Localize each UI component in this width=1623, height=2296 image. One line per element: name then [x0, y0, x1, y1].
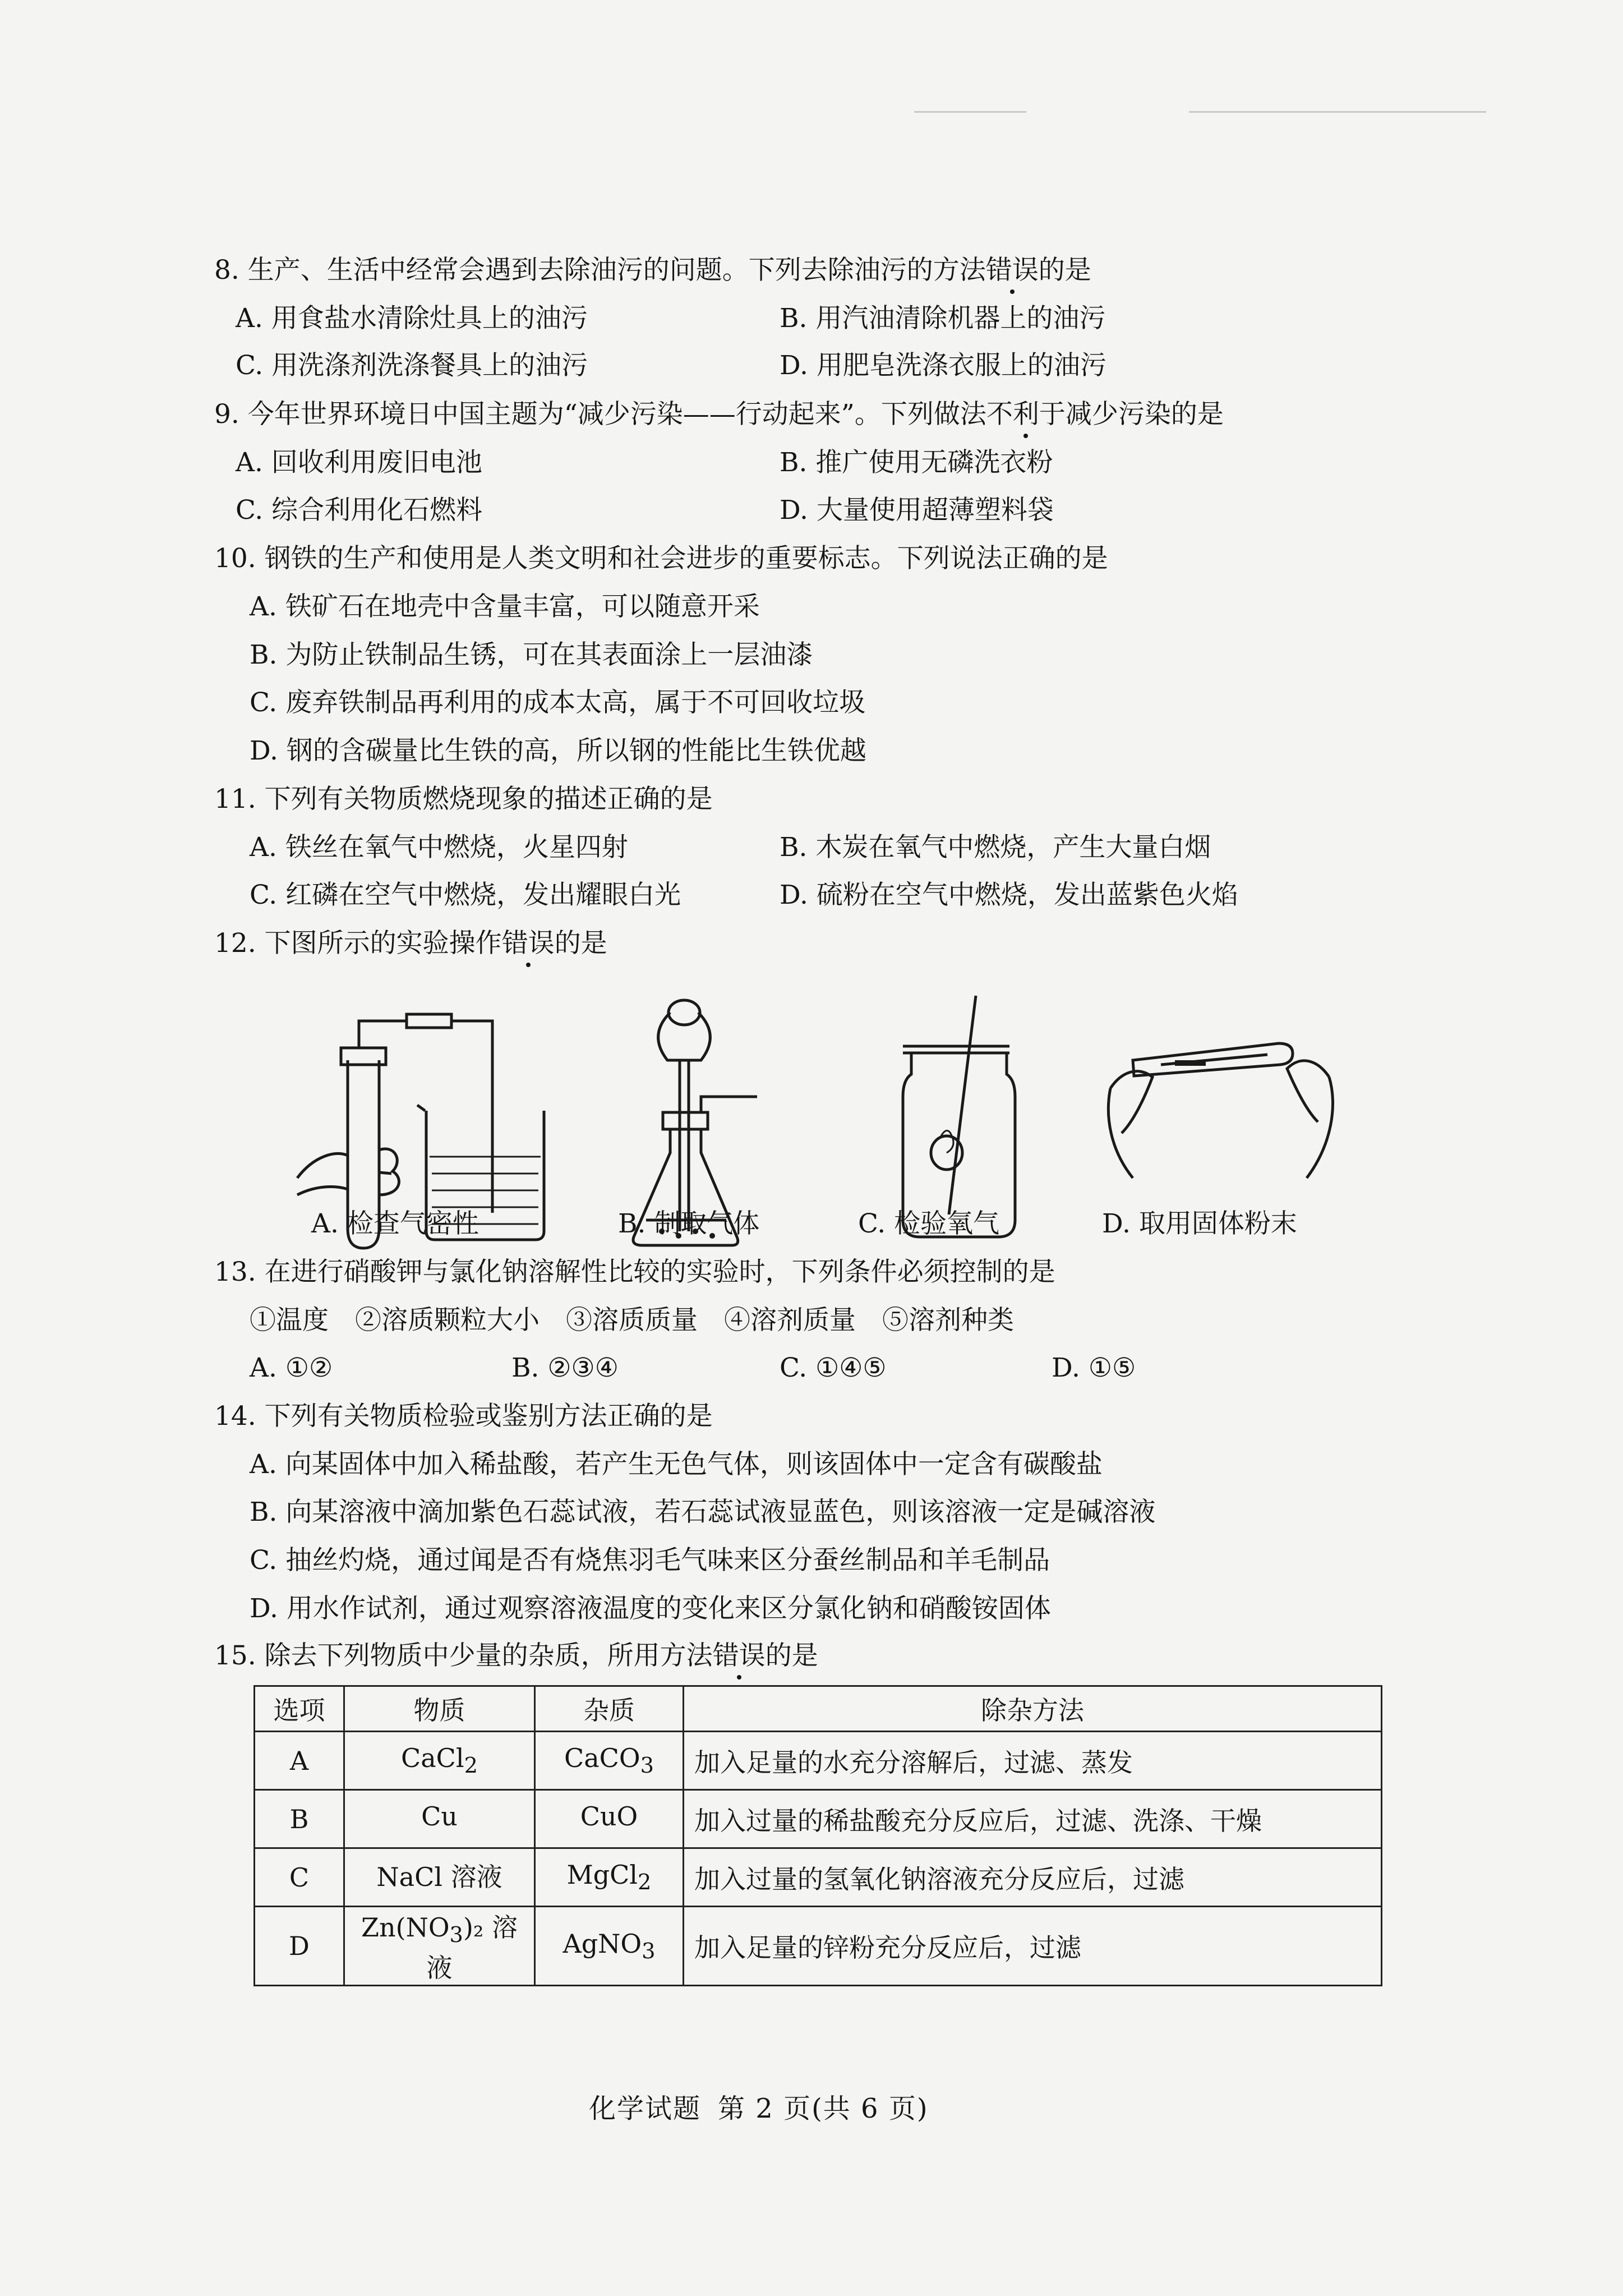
q11-option-c: C. 红磷在空气中燃烧，发出耀眼白光: [250, 880, 681, 910]
q15-header-substance: 物质: [344, 1686, 535, 1732]
q13-conditions: ①温度 ②溶质颗粒大小 ③溶质质量 ④溶剂质量 ⑤溶剂种类: [250, 1305, 1014, 1336]
q9-option-c: C. 综合利用化石燃料: [236, 495, 483, 526]
q8-stem-end: 的是: [1038, 255, 1091, 286]
q9-stem-end: 减少污染的是: [1065, 399, 1224, 430]
q15-cell-option: B: [255, 1790, 344, 1848]
q15-cell-method: 加入足量的锌粉充分反应后，过滤: [684, 1907, 1382, 1986]
q10-option-b: B. 为防止铁制品生锈，可在其表面涂上一层油漆: [250, 639, 813, 670]
q9-stem-text: 9. 今年世界环境日中国主题为“减少污染——行动起来”。下列做法: [214, 399, 986, 430]
footer-subject: 化学试题: [589, 2093, 702, 2124]
impurity-formula: CaCO: [564, 1742, 640, 1773]
substance-formula: Cu: [421, 1801, 458, 1832]
q13-option-d: D. ①⑤: [1052, 1352, 1136, 1383]
q15-cell-substance: [344, 1907, 535, 1986]
q14-option-c: C. 抽丝灼烧，通过闻是否有烧焦羽毛气味来区分蚕丝制品和羊毛制品: [250, 1545, 1050, 1576]
figure-b-caption: B. 制取气体: [618, 1208, 760, 1239]
impurity-subscript: 3: [642, 1938, 656, 1964]
substance-formula: Zn(NO: [361, 1912, 450, 1943]
q11-stem: 11. 下列有关物质燃烧现象的描述正确的是: [214, 784, 713, 815]
q15-header-method: 除杂方法: [684, 1686, 1382, 1732]
q9-stem-emphasis: 不利于: [986, 398, 1066, 431]
q15-cell-impurity: [535, 1732, 684, 1790]
figure-c-caption: C. 检验氧气: [858, 1208, 1000, 1239]
impurity-formula: MgCl: [566, 1859, 638, 1890]
q12-stem-text: 12. 下图所示的实验操作: [214, 928, 502, 959]
q11-option-b: B. 木炭在氧气中燃烧，产生大量白烟: [780, 832, 1211, 863]
impurity-subscript: 3: [640, 1753, 654, 1779]
figure-solid-powder: [1099, 1021, 1340, 1206]
q14-stem: 14. 下列有关物质检验或鉴别方法正确的是: [214, 1401, 713, 1432]
q8-stem-emphasis: 错误: [986, 254, 1039, 287]
q15-stem: [214, 1639, 818, 1673]
impurity-subscript: 2: [638, 1870, 652, 1895]
q8-option-c: C. 用洗涤剂洗涤餐具上的油污: [236, 350, 588, 381]
q8-option-d: D. 用肥皂洗涤衣服上的油污: [780, 350, 1106, 381]
page-footer: [589, 2087, 946, 2125]
q15-cell-method: 加入过量的稀盐酸充分反应后，过滤、洗涤、干燥: [684, 1790, 1382, 1848]
q15-cell-option: D: [255, 1907, 344, 1986]
substance-formula: NaCl 溶液: [376, 1862, 502, 1893]
q13-stem: 13. 在进行硝酸钾与氯化钠溶解性比较的实验时，下列条件必须控制的是: [214, 1257, 1055, 1287]
impurity-formula: CuO: [580, 1801, 638, 1832]
q10-stem: 10. 钢铁的生产和使用是人类文明和社会进步的重要标志。下列说法正确的是: [214, 543, 1108, 574]
q15-cell-option: C: [255, 1848, 344, 1907]
q15-cell-substance: [344, 1732, 535, 1790]
q15-header-impurity: 杂质: [535, 1686, 684, 1732]
q9-option-d: D. 大量使用超薄塑料袋: [780, 495, 1054, 526]
q8-option-b: B. 用汽油清除机器上的油污: [780, 303, 1106, 334]
q15-stem-end: 的是: [765, 1640, 818, 1671]
q13-option-b: B. ②③④: [511, 1352, 619, 1383]
table-row: [255, 1790, 1382, 1848]
q8-stem-text: 8. 生产、生活中经常会遇到去除油污的问题。下列去除油污的方法: [214, 255, 986, 286]
substance-formula: CaCl: [401, 1742, 464, 1773]
q12-stem: [214, 927, 607, 960]
q14-option-d: D. 用水作试剂，通过观察溶液温度的变化来区分氯化钠和硝酸铵固体: [250, 1593, 1051, 1624]
scan-artifact-line: [1189, 111, 1486, 113]
q9-option-b: B. 推广使用无磷洗衣粉: [780, 447, 1053, 478]
q15-stem-text: 15. 除去下列物质中少量的杂质，所用方法: [214, 1640, 713, 1671]
q11-option-d: D. 硫粉在空气中燃烧，发出蓝紫色火焰: [780, 880, 1238, 910]
table-row: [255, 1848, 1382, 1907]
substance-subscript: 3: [449, 1922, 463, 1948]
q15-table-header-row: [255, 1686, 1382, 1732]
q15-cell-impurity: [535, 1790, 684, 1848]
q15-cell-method: 加入足量的水充分溶解后，过滤、蒸发: [684, 1732, 1382, 1790]
q12-stem-emphasis: 错误: [502, 927, 555, 960]
figure-d-caption: D. 取用固体粉末: [1102, 1208, 1297, 1239]
q15-cell-method: 加入过量的氢氧化钠溶液充分反应后，过滤: [684, 1848, 1382, 1907]
q15-cell-substance: [344, 1790, 535, 1848]
q12-stem-end: 的是: [554, 928, 607, 959]
q10-option-a: A. 铁矿石在地壳中含量丰富，可以随意开采: [250, 591, 760, 622]
q13-option-c: C. ①④⑤: [780, 1352, 887, 1383]
table-row: [255, 1907, 1382, 1986]
impurity-formula: AgNO: [562, 1928, 642, 1959]
q14-option-a: A. 向某固体中加入稀盐酸，若产生无色气体，则该固体中一定含有碳酸盐: [250, 1449, 1103, 1480]
substance-subscript: 2: [464, 1753, 478, 1779]
q15-cell-substance: [344, 1848, 535, 1907]
figure-a-caption: A. 检查气密性: [311, 1208, 479, 1239]
q15-table: [253, 1685, 1382, 1986]
q14-option-b: B. 向某溶液中滴加紫色石蕊试液，若石蕊试液显蓝色，则该溶液一定是碱溶液: [250, 1497, 1156, 1527]
q8-stem: [214, 254, 1091, 287]
q15-cell-impurity: [535, 1848, 684, 1907]
q15-stem-emphasis: 错误: [713, 1639, 766, 1673]
footer-page-number: 第 2 页(共 6 页): [718, 2093, 929, 2124]
substance-suffix: )₂ 溶液: [426, 1912, 518, 1984]
q11-option-a: A. 铁丝在氧气中燃烧，火星四射: [250, 832, 628, 863]
q15-header-option: 选项: [255, 1686, 344, 1732]
q9-stem: [214, 398, 1224, 431]
q9-option-a: A. 回收利用废旧电池: [236, 447, 482, 478]
q15-cell-impurity: [535, 1907, 684, 1986]
table-row: [255, 1732, 1382, 1790]
q10-option-d: D. 钢的含碳量比生铁的高，所以钢的性能比生铁优越: [250, 735, 866, 766]
q13-option-a: A. ①②: [250, 1352, 333, 1383]
scan-artifact-line: [914, 111, 1026, 113]
q8-option-a: A. 用食盐水清除灶具上的油污: [236, 303, 588, 334]
q10-option-c: C. 废弃铁制品再利用的成本太高，属于不可回收垃圾: [250, 687, 866, 718]
q15-cell-option: A: [255, 1732, 344, 1790]
